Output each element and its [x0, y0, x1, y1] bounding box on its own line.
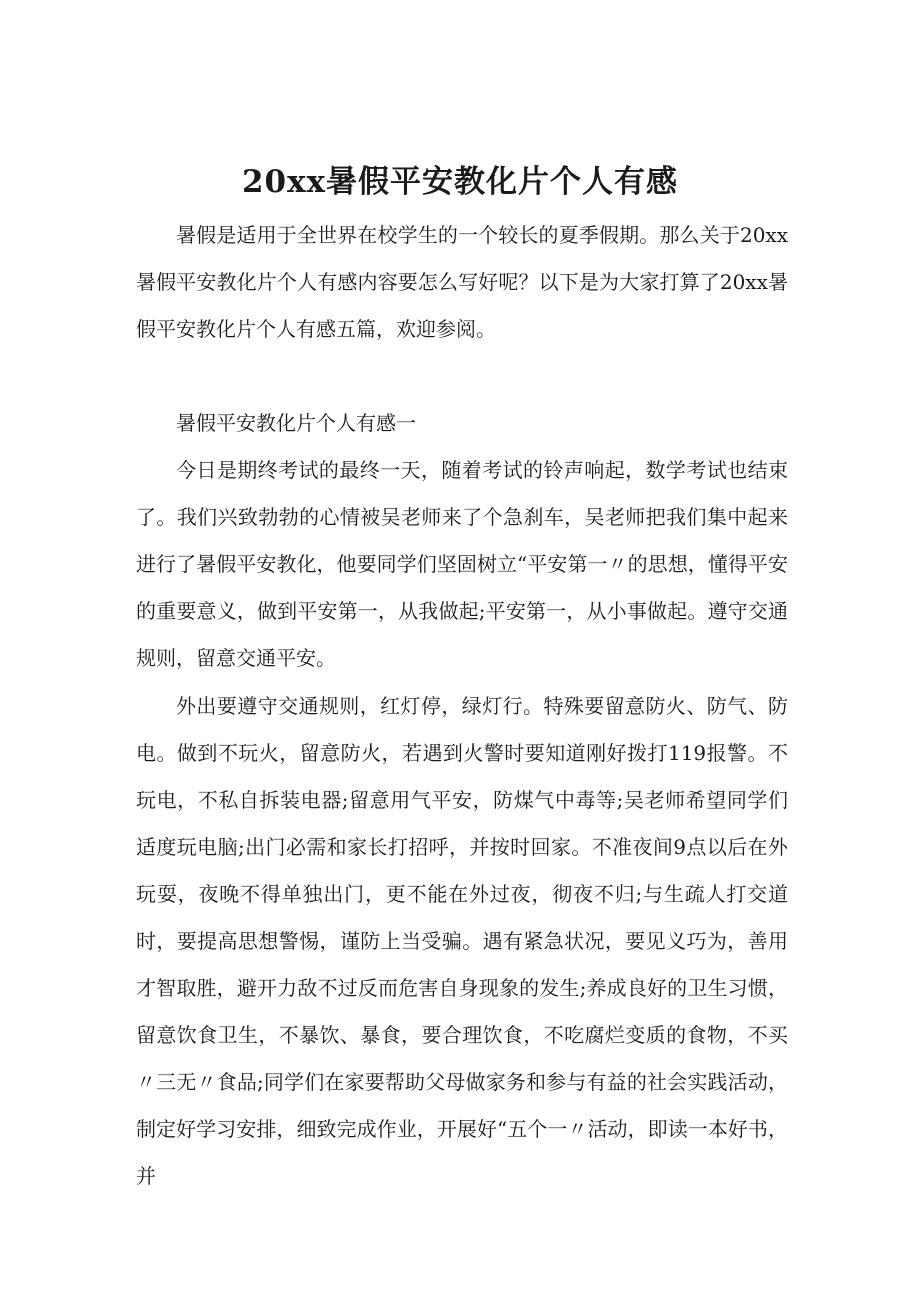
intro-paragraph: 暑假是适用于全世界在校学生的一个较长的夏季假期。那么关于20xx暑假平安教化片个人有感内容要怎么写好呢？以下是为大家打算了20xx暑假平安教化片个人有感五篇，欢迎参阅。 — [136, 223, 788, 341]
section-heading: 暑假平安教化片个人有感一 — [176, 411, 416, 435]
body-paragraph: 外出要遵守交通规则，红灯停，绿灯行。特殊要留意防火、防气、防电。做到不玩火，留意防火，若遇到火警时要知道刚好拨打119报警。不玩电，不私自拆装电器;留意用气平安，防煤气中毒等;吴老师希望同学们适度玩电脑;出门必需和家长打招呼，并按时回家。不准夜间9点以后在外玩耍，夜晚不得单独出门，更不能在外过夜，彻夜不归;与生疏人打交道时，要提高思想警惕，谨防上当受骗。遇有紧急状况，要见义巧为，善用才智取胜，避开力敌不过反而危害自身现象的发生;养成良好的卫生习惯，留意饮食卫生，不暴饮、暴食，要合理饮食，不吃腐烂变质的食物，不买〃三无〃食品;同学们在家要帮助父母做家务和参与有益的社会实践活动，制定好学习安排，细致完成作业，开展好“五个一〃活动，即读一本好书，并 — [136, 694, 788, 1188]
document-title: 20xx暑假平安教化片个人有感 — [241, 163, 679, 200]
body-paragraph: 今日是期终考试的最终一天，随着考试的铃声响起，数学考试也结束了。我们兴致勃勃的心情被吴老师来了个急刹车，吴老师把我们集中起来进行了暑假平安教化，他要同学们坚固树立“平安第一〃的思想，懂得平安的重要意义，做到平安第一，从我做起;平安第一，从小事做起。遵守交通规则，留意交通平安。 — [136, 458, 788, 670]
